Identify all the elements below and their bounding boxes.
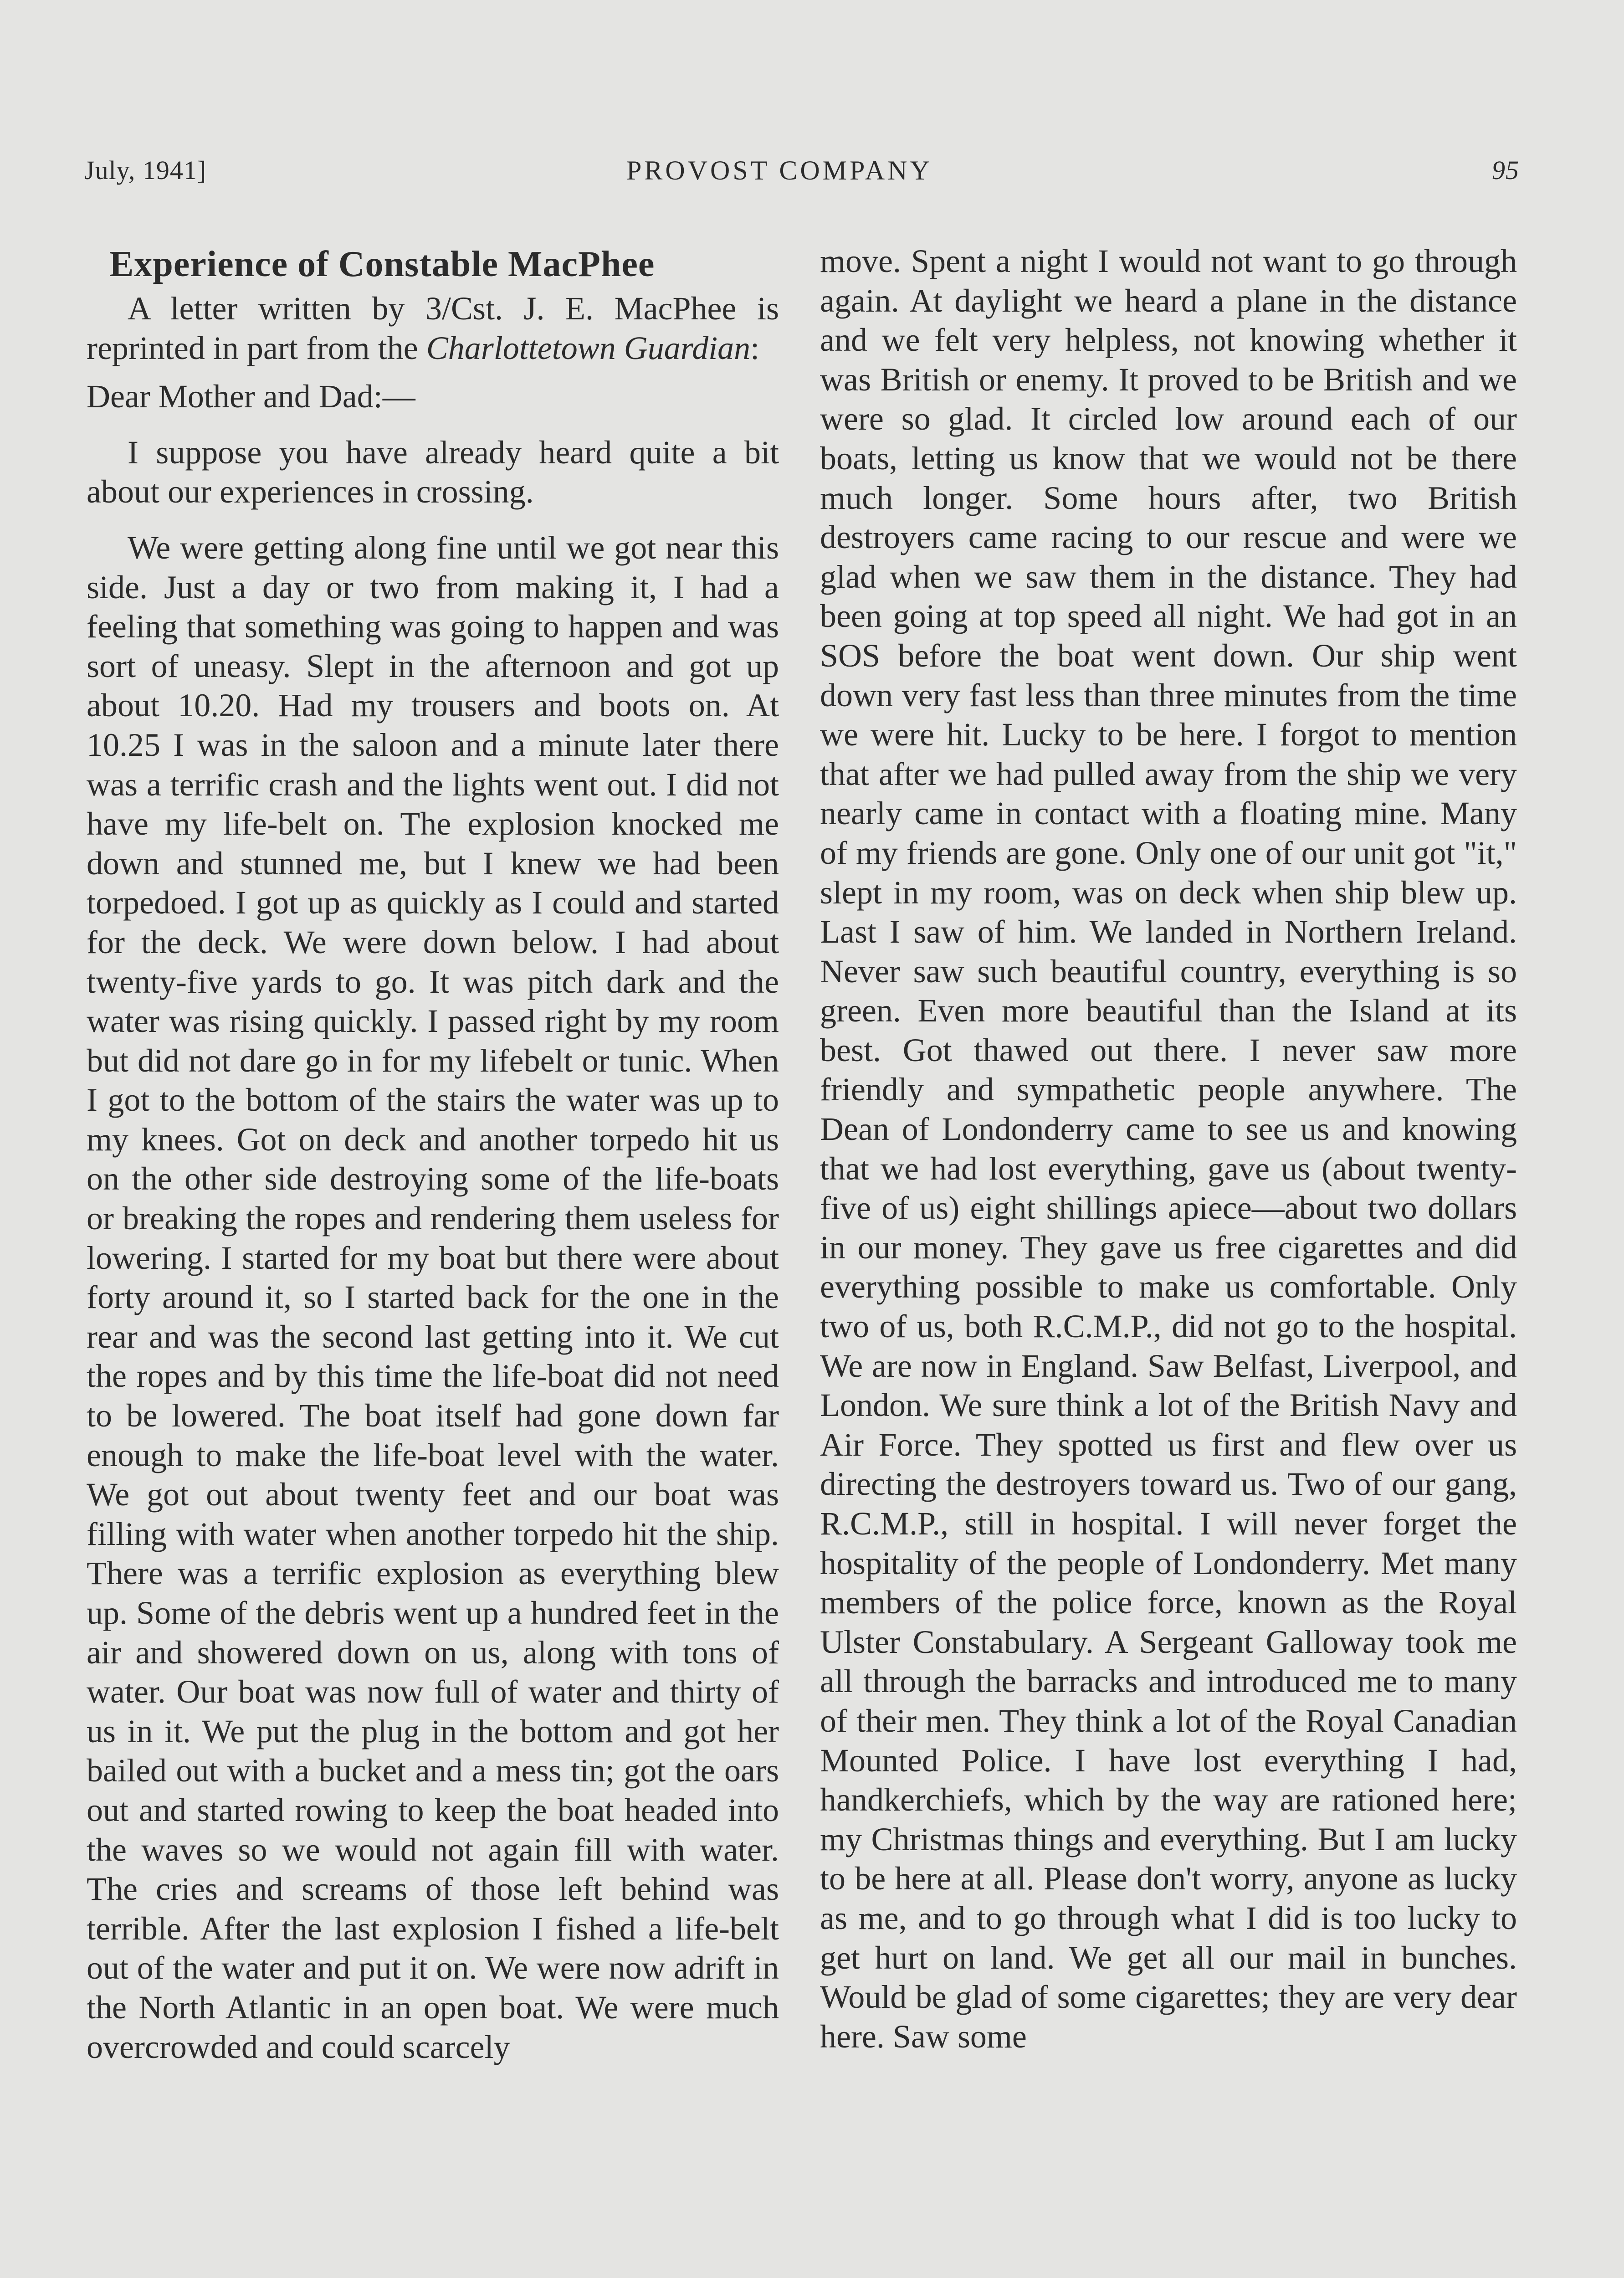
letter-salutation: Dear Mother and Dad:—: [87, 378, 415, 415]
text-column-left: [87, 241, 779, 2067]
text-column-right: [820, 241, 1517, 2056]
header-date: July, 1941]: [84, 155, 207, 185]
running-head: [84, 155, 1519, 200]
intro-source: Charlottetown Guardian: [426, 329, 751, 366]
intro-text: A letter written by 3/Cst. J. E. MacPhee is reprinted in part from the: [87, 290, 779, 366]
article-title: Experience of Constable MacPhee: [109, 244, 655, 284]
article-intro: [87, 289, 779, 368]
header-page-number: 95: [1492, 155, 1519, 185]
letter-continuation: move. Spent a night I would not want to go through again. At daylight we heard a plane in the distance and we felt very helpless, not knowing whether it was British or enemy. It proved to be British and we were so glad. It circled low around each of our boats, letting us know that we would not be there much longer. Some hours after, two British destroyers came racing to our rescue and were we glad when we saw them in the distance. They had been going at top speed all night. We had got in an SOS before the boat went down. Our ship went down very fast less than three minutes from the time we were hit. Lucky to be here. I forgot to mention that after we had pulled away from the ship we very nearly came in contact with a floating mine. Many of my friends are gone. Only one of our unit got "it," slept in my room, was on deck when ship blew up. Last I saw of him. We landed in Northern Ireland. Never saw such beautiful country, everything is so green. Even more beautiful than the Island at its best. Got thawed out there. I never saw more friendly and sympathetic people anywhere. The Dean of Londonderry came to see us and knowing that we had lost everything, gave us (about twenty-five of us) eight shillings apiece—about two dollars in our money. They gave us free cigarettes and did everything possible to make us comfortable. Only two of us, both R.C.M.P., did not go to the hospital. We are now in England. Saw Belfast, Liverpool, and London. We sure think a lot of the British Navy and Air Force. They spotted us first and flew over us directing the destroyers toward us. Two of our gang, R.C.M.P., still in hospital. I will never forget the hospitality of the people of Londonderry. Met many members of the police force, known as the Royal Ulster Constabulary. A Sergeant Galloway took me all through the barracks and introduced me to many of their men. They think a lot of the Royal Canadian Mounted Police. I have lost everything I had, handkerchiefs, which by the way are rationed here; my Christmas things and everything. But I am lucky to be here at all. Please don't worry, anyone as lucky as me, and to go through what I did is too lucky to get hurt on land. We get all our mail in bunches. Would be glad of some cigarettes; they are very dear here. Saw some: [820, 243, 1517, 2055]
header-journal-title: PROVOST COMPANY: [626, 155, 932, 185]
letter-paragraph-2: We were getting along fine until we got near this side. Just a day or two from making it, I had a feeling that something was going to happen and was sort of uneasy. Slept in the afternoon and got up about 10.20. Had my trousers and boots on. At 10.25 I was in the saloon and a minute later there was a terrific crash and the lights went out. I did not have my life-belt on. The explosion knocked me down and stunned me, but I knew we had been torpedoed. I got up as quickly as I could and started for the deck. We were down below. I had about twenty-five yards to go. It was pitch dark and the water was rising quickly. I passed right by my room but did not dare go in for my lifebelt or tunic. When I got to the bottom of the stairs the water was up to my knees. Got on deck and another torpedo hit us on the other side destroying some of the life-boats or breaking the ropes and rendering them useless for lowering. I started for my boat but there were about forty around it, so I started back for the one in the rear and was the second last getting into it. We cut the ropes and by this time the life-boat did not need to be lowered. The boat itself had gone down far enough to make the life-boat level with the water. We got out about twenty feet and our boat was filling with water when another torpedo hit the ship. There was a terrific explosion as everything blew up. Some of the debris went up a hundred feet in the air and showered down on us, along with tons of water. Our boat was now full of water and thirty of us in it. We put the plug in the bottom and got her bailed out with a bucket and a mess tin; got the oars out and started rowing to keep the boat headed into the waves so we would not again fill with water. The cries and screams of those left behind was terrible. After the last explosion I fished a life-belt out of the water and put it on. We were now adrift in the North Atlantic in an open boat. We were much overcrowded and could scarcely: [87, 529, 779, 2065]
intro-suffix: :: [750, 329, 760, 366]
letter-paragraph-1: I suppose you have already heard quite a bit about our experiences in crossing.: [87, 434, 779, 510]
